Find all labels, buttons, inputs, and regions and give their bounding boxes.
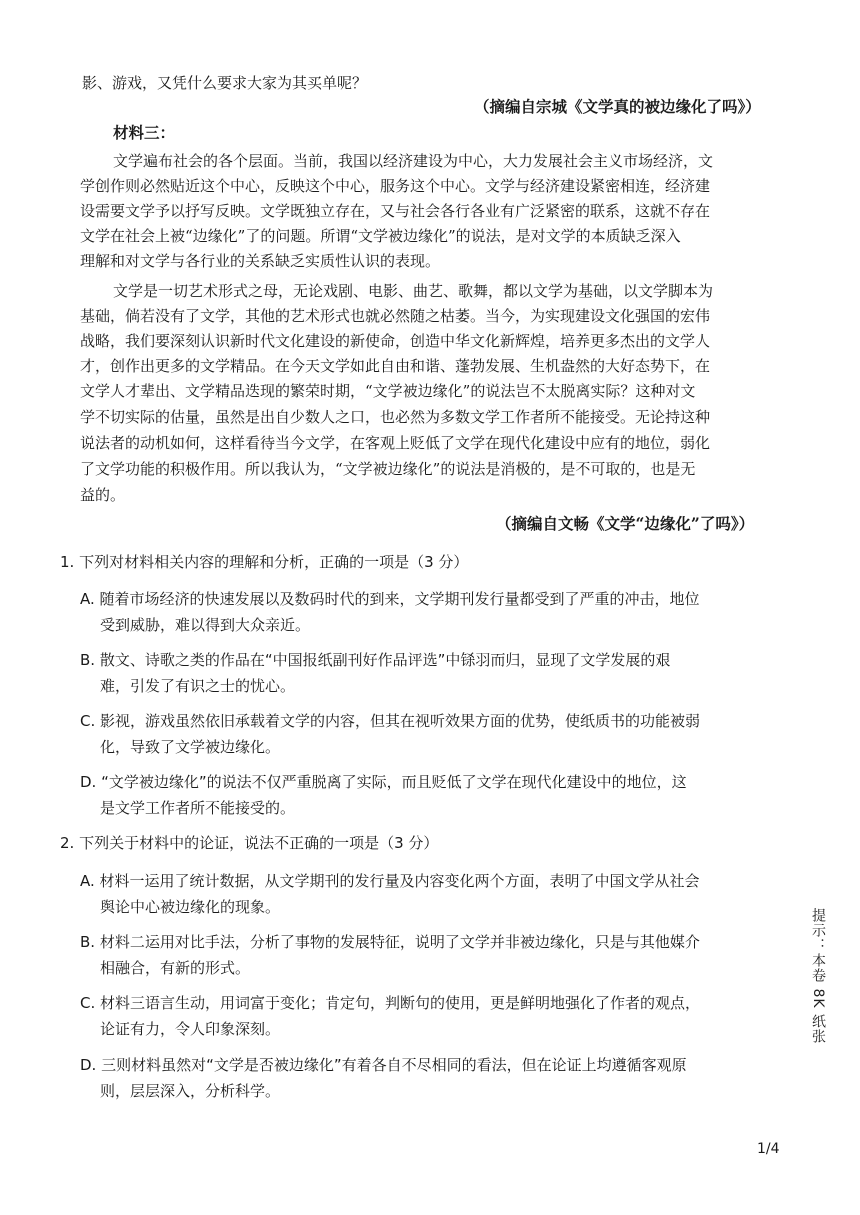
- option-c-cont: 论证有力，令人印象深刻。: [100, 1020, 281, 1038]
- paragraph-line: 基础，倘若没有了文学，其他的艺术形式也就必然随之枯萎。当今，为实现建设文化强国的宏伟: [80, 307, 711, 325]
- source-citation: （摘编自宗城《文学真的被边缘化了吗》）: [474, 97, 761, 116]
- paragraph-line: 益的。: [80, 486, 126, 504]
- option-d-cont: 则，层层深入，分析科学。: [100, 1082, 281, 1100]
- paragraph-line: 战略，我们要深刻认识新时代文化建设的新使命，创造中华文化新辉煌，培养更多杰出的文学人: [80, 332, 711, 350]
- text-line: 影、游戏，又凭什么要求大家为其买单呢？: [82, 74, 368, 92]
- section-heading: 材料三：: [113, 123, 176, 142]
- option-b: B. 散文、诗歌之类的作品在“中国报纸副刊好作品评选”中铩羽而归，显现了文学发展的艰: [80, 651, 671, 669]
- option-d: D. 三则材料虽然对“文学是否被边缘化”有着各自不尽相同的看法，但在论证上均遵循客观原: [80, 1056, 687, 1074]
- page-number: 1/4: [757, 1141, 780, 1157]
- paragraph-line: 文学在社会上被“边缘化”了的问题。所谓“文学被边缘化”的说法，是对文学的本质缺乏深入: [80, 227, 681, 245]
- option-b-cont: 难，引发了有识之士的忧心。: [100, 677, 296, 695]
- paragraph-line: 文学遍布社会的各个层面。当前，我国以经济建设为中心，大力发展社会主义市场经济，文: [113, 152, 714, 170]
- paragraph-line: 才，创作出更多的文学精品。在今天文学如此自由和谐、蓬勃发展、生机盎然的大好态势下，在: [80, 357, 711, 375]
- option-d-cont: 是文学工作者所不能接受的。: [100, 799, 296, 817]
- question-stem: 2. 下列关于材料中的论证，说法不正确的一项是（3 分）: [60, 834, 439, 852]
- option-d: D. “文学被边缘化”的说法不仅严重脱离了实际，而且贬低了文学在现代化建设中的地位，这: [80, 773, 687, 791]
- option-a: A. 材料一运用了统计数据，从文学期刊的发行量及内容变化两个方面，表明了中国文学从社会: [80, 872, 700, 890]
- paragraph-line: 文学是一切艺术形式之母，无论戏剧、电影、曲艺、歌舞，都以文学为基础，以文学脚本为: [113, 282, 714, 300]
- paragraph-line: 学不切实际的估量，虽然是出自少数人之口，也必然为多数文学工作者所不能接受。无论持这种: [80, 408, 711, 426]
- paragraph-line: 学创作则必然贴近这个中心，反映这个中心，服务这个中心。文学与经济建设紧密相连，经济建: [80, 177, 711, 195]
- paragraph-line: 理解和对文学与各行业的关系缺乏实质性认识的表现。: [80, 252, 441, 270]
- paragraph-line: 文学人才辈出、文学精品迭现的繁荣时期，“文学被边缘化”的说法岂不太脱离实际？这种对文: [80, 382, 696, 400]
- paragraph-line: 设需要文学予以抒写反映。文学既独立存在，又与社会各行各业有广泛紧密的联系，这就不存在: [80, 202, 711, 220]
- question-stem: 1. 下列对材料相关内容的理解和分析，正确的一项是（3 分）: [60, 553, 469, 571]
- option-c: C. 影视，游戏虽然依旧承载着文学的内容，但其在视听效果方面的优势，使纸质书的功能被弱: [80, 712, 701, 730]
- option-c: C. 材料三语言生动，用词富于变化；肯定句，判断句的使用，更是鲜明地强化了作者的观点，: [80, 994, 701, 1012]
- option-a-cont: 受到威胁，难以得到大众亲近。: [100, 616, 311, 634]
- paper-size-note: 提示：本卷 8K 纸张: [810, 908, 826, 1044]
- option-a: A. 随着市场经济的快速发展以及数码时代的到来，文学期刊发行量都受到了严重的冲击，地位: [80, 590, 700, 608]
- paragraph-line: 说法者的动机如何，这样看待当今文学，在客观上贬低了文学在现代化建设中应有的地位，弱化: [80, 434, 711, 452]
- paragraph-line: 了文学功能的积极作用。所以我认为，“文学被边缘化”的说法是消极的，是不可取的，也是无: [80, 460, 696, 478]
- option-b: B. 材料二运用对比手法，分析了事物的发展特征，说明了文学并非被边缘化，只是与其他媒介: [80, 933, 700, 951]
- option-c-cont: 化，导致了文学被边缘化。: [100, 738, 281, 756]
- option-b-cont: 相融合，有新的形式。: [100, 959, 251, 977]
- source-citation: （摘编自文畅《文学“边缘化”了吗》）: [496, 514, 755, 533]
- option-a-cont: 舆论中心被边缘化的现象。: [100, 898, 281, 916]
